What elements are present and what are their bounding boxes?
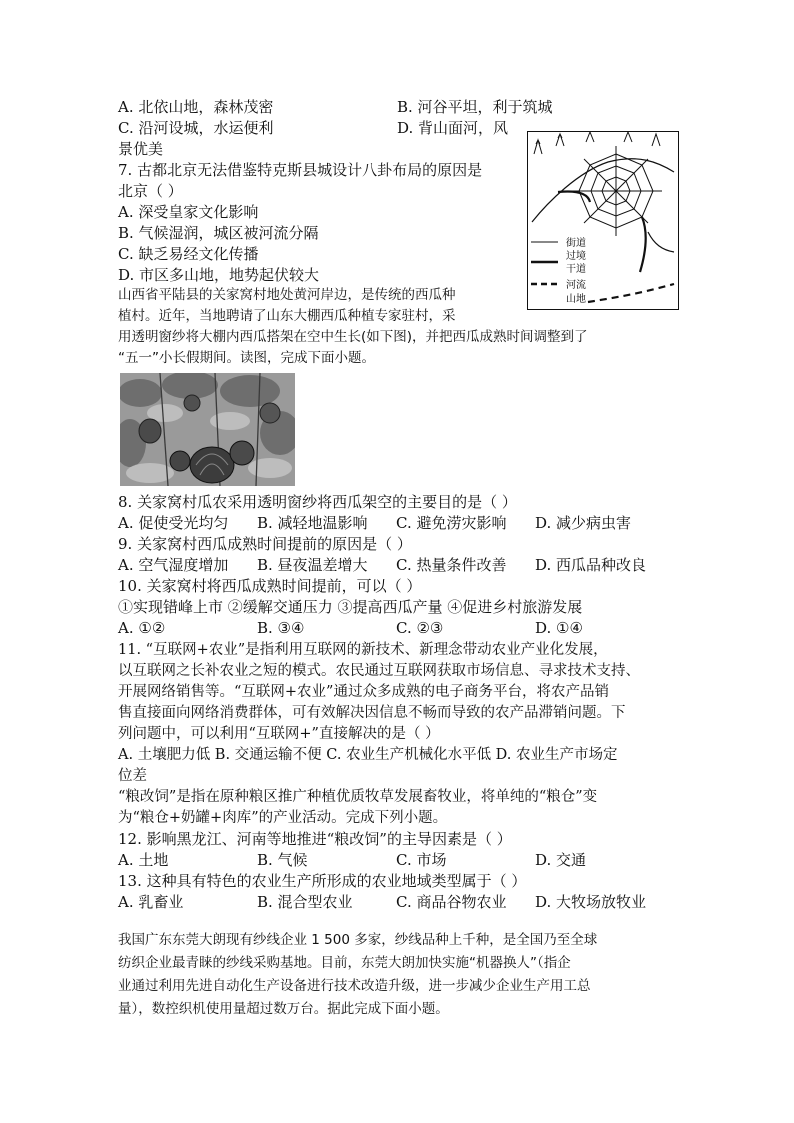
city-layout-map — [527, 131, 679, 310]
q10-option-d: D. ①④ — [535, 619, 583, 637]
q7-option-d: D. 市区多山地，地势起伏较大 — [118, 266, 320, 284]
q6-option-b: B. 河谷平坦，利于筑城 — [397, 98, 553, 116]
q6-option-c: C. 沿河设城，水运便利 — [118, 119, 274, 137]
q9-stem: 9. 关家窝村西瓜成熟时间提前的原因是（ ） — [118, 535, 412, 553]
q9-option-d: D. 西瓜品种改良 — [535, 556, 647, 574]
q8-option-d: D. 减少病虫害 — [535, 514, 632, 532]
q12-option-a: A. 土地 — [118, 851, 169, 869]
passage3-line4: 量），数控织机使用量超过数万台。据此完成下面小题。 — [118, 1001, 449, 1017]
q6-option-d-cont: 景优美 — [118, 140, 164, 158]
q11-line5: 列问题中，可以利用“互联网+”直接解决的是（ ） — [118, 726, 440, 742]
passage1-line1: 山西省平陆县的关家窝村地处黄河岸边，是传统的西瓜种 — [118, 287, 456, 303]
q10-option-b: B. ③④ — [257, 619, 305, 637]
passage1-line4: “五一”小长假期间。读图，完成下面小题。 — [118, 350, 375, 366]
q13-option-d: D. 大牧场放牧业 — [535, 893, 647, 911]
legend-mountain-label: 山地 — [566, 294, 586, 305]
q10-option-a: A. ①② — [118, 619, 166, 637]
q9-option-b: B. 昼夜温差增大 — [257, 556, 368, 574]
q11-line4: 售直接面向网络消费群体，可有效解决因信息不畅而导致的农产品滞销问题。下 — [118, 705, 626, 721]
q9-option-a: A. 空气湿度增加 — [118, 556, 229, 574]
q10-items: ①实现错峰上市 ②缓解交通压力 ③提高西瓜产量 ④促进乡村旅游发展 — [118, 598, 583, 616]
q11-line1: 11. “互联网+农业”是指利用互联网的新技术、新理念带动农业产业化发展， — [118, 642, 608, 658]
q6-option-d: D. 背山面河，风 — [397, 119, 509, 137]
q8-stem: 8. 关家窝村瓜农采用透明窗纱将西瓜架空的主要目的是（ ） — [118, 493, 517, 511]
q7-option-c: C. 缺乏易经文化传播 — [118, 245, 259, 263]
q10-stem: 10. 关家窝村将西瓜成熟时间提前，可以（ ） — [118, 577, 422, 595]
legend-transit-label-2: 干道 — [566, 264, 586, 275]
q12-stem: 12. 影响黑龙江、河南等地推进“粮改饲”的主导因素是（ ） — [118, 830, 512, 848]
passage3-line3: 业通过利用先进自动化生产设备进行技术改造升级，进一步减少企业生产用工总 — [118, 978, 591, 994]
q8-option-b: B. 减轻地温影响 — [257, 514, 368, 532]
q10-option-c: C. ②③ — [396, 619, 444, 637]
passage2-line1: “粮改饲”是指在原种粮区推广种植优质牧草发展畜牧业，将单纯的“粮仓”变 — [118, 789, 598, 805]
legend-river-label: 河流 — [566, 280, 586, 291]
q7-option-b: B. 气候湿润，城区被河流分隔 — [118, 224, 319, 242]
q12-option-d: D. 交通 — [535, 851, 587, 869]
q12-option-c: C. 市场 — [396, 851, 447, 869]
q7-option-a: A. 深受皇家文化影响 — [118, 203, 259, 221]
map-drawing — [528, 132, 678, 309]
q13-option-b: B. 混合型农业 — [257, 893, 353, 911]
mountain-symbols — [534, 132, 660, 154]
watermelon-photo — [120, 373, 295, 486]
q11-line3: 开展网络销售等。“互联网+农业”通过众多成熟的电子商务平台，将农产品销 — [118, 684, 609, 700]
q11-options: A. 土壤肥力低 B. 交通运输不便 C. 农业生产机械化水平低 D. 农业生产市场定 — [118, 747, 618, 763]
q7-stem-line1: 7. 古都北京无法借鉴特克斯县城设计八卦布局的原因是 — [118, 161, 483, 179]
q13-stem: 13. 这种具有特色的农业生产所形成的农业地域类型属于（ ） — [118, 872, 527, 890]
passage3-line1: 我国广东东莞大朗现有纱线企业 1 500 多家，纱线品种上千种，是全国乃至全球 — [118, 932, 598, 948]
passage3-line2: 纺织企业最青睐的纱线采购基地。目前，东莞大朗加快实施“机器换人”（指企 — [118, 955, 571, 971]
legend-street-label: 街道 — [566, 238, 586, 249]
q11-line2: 以互联网之长补农业之短的模式。农民通过互联网获取市场信息、寻求技术支持、 — [118, 663, 640, 679]
passage1-line2: 植村。近年，当地聘请了山东大棚西瓜种植专家驻村，采 — [118, 308, 456, 324]
q12-option-b: B. 气候 — [257, 851, 308, 869]
q9-option-c: C. 热量条件改善 — [396, 556, 507, 574]
q6-option-a: A. 北依山地，森林茂密 — [118, 98, 274, 116]
passage1-line3: 用透明窗纱将大棚内西瓜搭架在空中生长(如下图)，并把西瓜成熟时间调整到了 — [118, 329, 588, 345]
q13-option-c: C. 商品谷物农业 — [396, 893, 507, 911]
q8-option-a: A. 促使受光均匀 — [118, 514, 229, 532]
q7-stem-line2: 北京（ ） — [118, 182, 183, 200]
q11-options-cont: 位差 — [118, 768, 147, 784]
passage2-line2: 为“粮仓+奶罐+肉库”的产业活动。完成下列小题。 — [118, 810, 448, 826]
legend-transit-label-1: 过境 — [566, 251, 586, 262]
q8-option-c: C. 避免涝灾影响 — [396, 514, 507, 532]
q13-option-a: A. 乳畜业 — [118, 893, 184, 911]
